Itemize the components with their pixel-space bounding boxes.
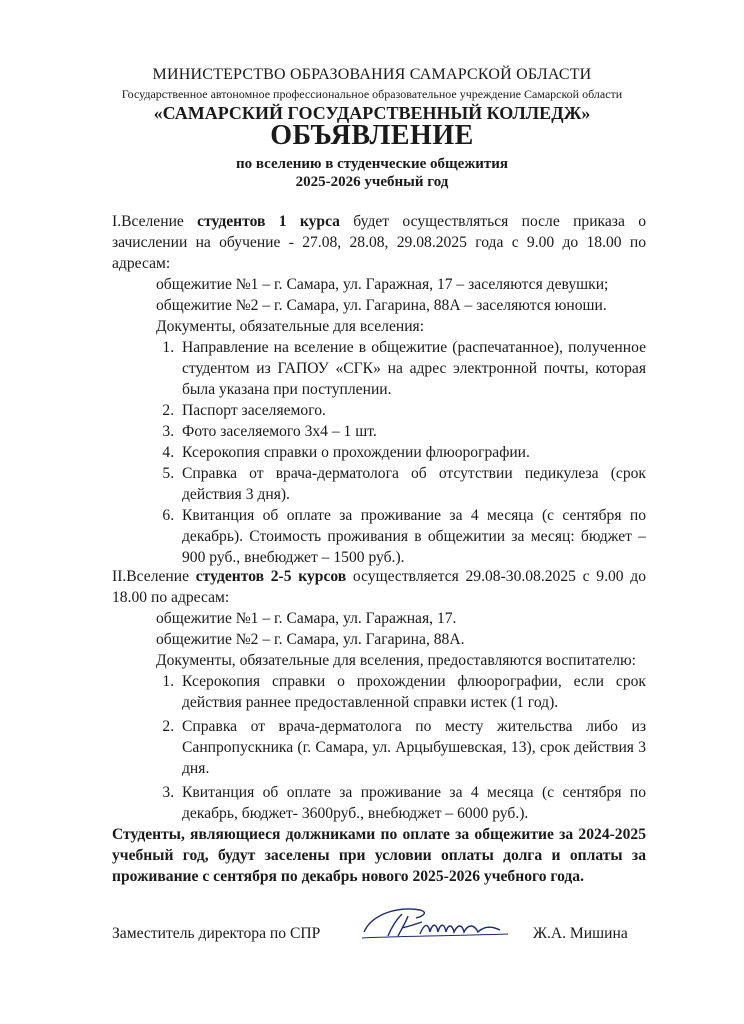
section-first-year	[112, 211, 646, 568]
page-subtitle: по вселению в студенческие общежития	[236, 156, 508, 172]
list-item: 4. Ксерокопия справки о прохождении флюорографии.	[178, 442, 646, 463]
list-item: 3. Фото заселяемого 3х4 – 1 шт.	[178, 421, 646, 442]
debtors-notice: Студенты, являющиеся должниками по оплате за общежитие за 2024-2025 учебный год, будут заселены при условии оплаты долга и оплаты за проживание с сентября по декабрь нового 2025-2026 учебного года.	[112, 826, 646, 885]
documents-header: Документы, обязательные для вселения, предоставляются воспитателю:	[156, 652, 636, 669]
documents-header: Документы, обязательные для вселения:	[156, 318, 425, 335]
intro-bold: студентов 2-5 курсов	[195, 568, 347, 585]
address-line: общежитие №1 – г. Самара, ул. Гаражная, 17.	[156, 610, 457, 627]
page-title: ОБЪЯВЛЕНИЕ	[270, 120, 474, 151]
intro-rest: осуществляется 29.08-30.08.2025 с 9.00 до 18.00 по адресам:	[112, 568, 646, 606]
institution-name: Государственное автономное профессиональное образовательное учреждение Самарской области	[121, 87, 623, 101]
intro-rest: будет осуществляться после приказа о зачислении на обучение - 27.08, 28.08, 29.08.2025 года с 9.00 до 18.00 по адресам:	[112, 213, 646, 272]
list-item: 6. Квитанция об оплате за проживание за 4 месяца (с сентября по декабрь). Стоимость проживания в общежитии за месяц: бюджет – 900 руб., внебюджет – 1500 руб.).	[178, 505, 646, 568]
section-intro	[112, 566, 646, 608]
documents-list	[112, 337, 646, 568]
section-senior-years	[112, 566, 646, 824]
section-intro	[112, 211, 646, 274]
list-item: 1. Ксерокопия справки о прохождении флюорографии, если срок действия раннее предоставленной справки истек (1 год).	[178, 671, 646, 713]
signatory-name: Ж.А. Мишина	[533, 925, 628, 942]
signatory-role: Заместитель директора по СПР	[112, 925, 321, 942]
documents-list	[112, 671, 646, 824]
handwritten-signature	[358, 902, 518, 948]
academic-year: 2025-2026 учебный год	[295, 174, 449, 190]
address-line: общежитие №1 – г. Самара, ул. Гаражная, 17 – заселяются девушки;	[156, 276, 609, 293]
address-line: общежитие №2 – г. Самара, ул. Гагарина, 88А – заселяются юноши.	[156, 297, 607, 314]
intro-prefix: II.Вселение	[112, 568, 196, 585]
intro-bold: студентов 1 курса	[197, 213, 340, 230]
ministry-name: МИНИСТЕРСТВО ОБРАЗОВАНИЯ САМАРСКОЙ ОБЛАСТИ	[152, 66, 592, 83]
college-name: «САМАРСКИЙ ГОСУДАРСТВЕННЫЙ КОЛЛЕДЖ»	[153, 103, 591, 123]
list-item: 2. Справка от врача-дерматолога по месту жительства либо из Санпропускника (г. Самара, ул. Арцыбушевская, 13), срок действия 3 дня.	[178, 716, 646, 779]
list-item: 3. Квитанция об оплате за проживание за 4 месяца (с сентября по декабрь, бюджет- 3600руб., внебюджет – 6000 руб.).	[178, 782, 646, 824]
intro-prefix: I.Вселение	[112, 213, 198, 230]
address-line: общежитие №2 – г. Самара, ул. Гагарина, 88А.	[156, 631, 465, 648]
list-item: 1. Направление на вселение в общежитие (распечатанное), полученное студентом из ГАПОУ «СГК» на адрес электронной почты, которая была указана при поступлении.	[178, 337, 646, 400]
list-item: 5. Справка от врача-дерматолога об отсутствии педикулеза (срок действия 3 дня).	[178, 463, 646, 505]
list-item: 2. Паспорт заселяемого.	[178, 400, 646, 421]
